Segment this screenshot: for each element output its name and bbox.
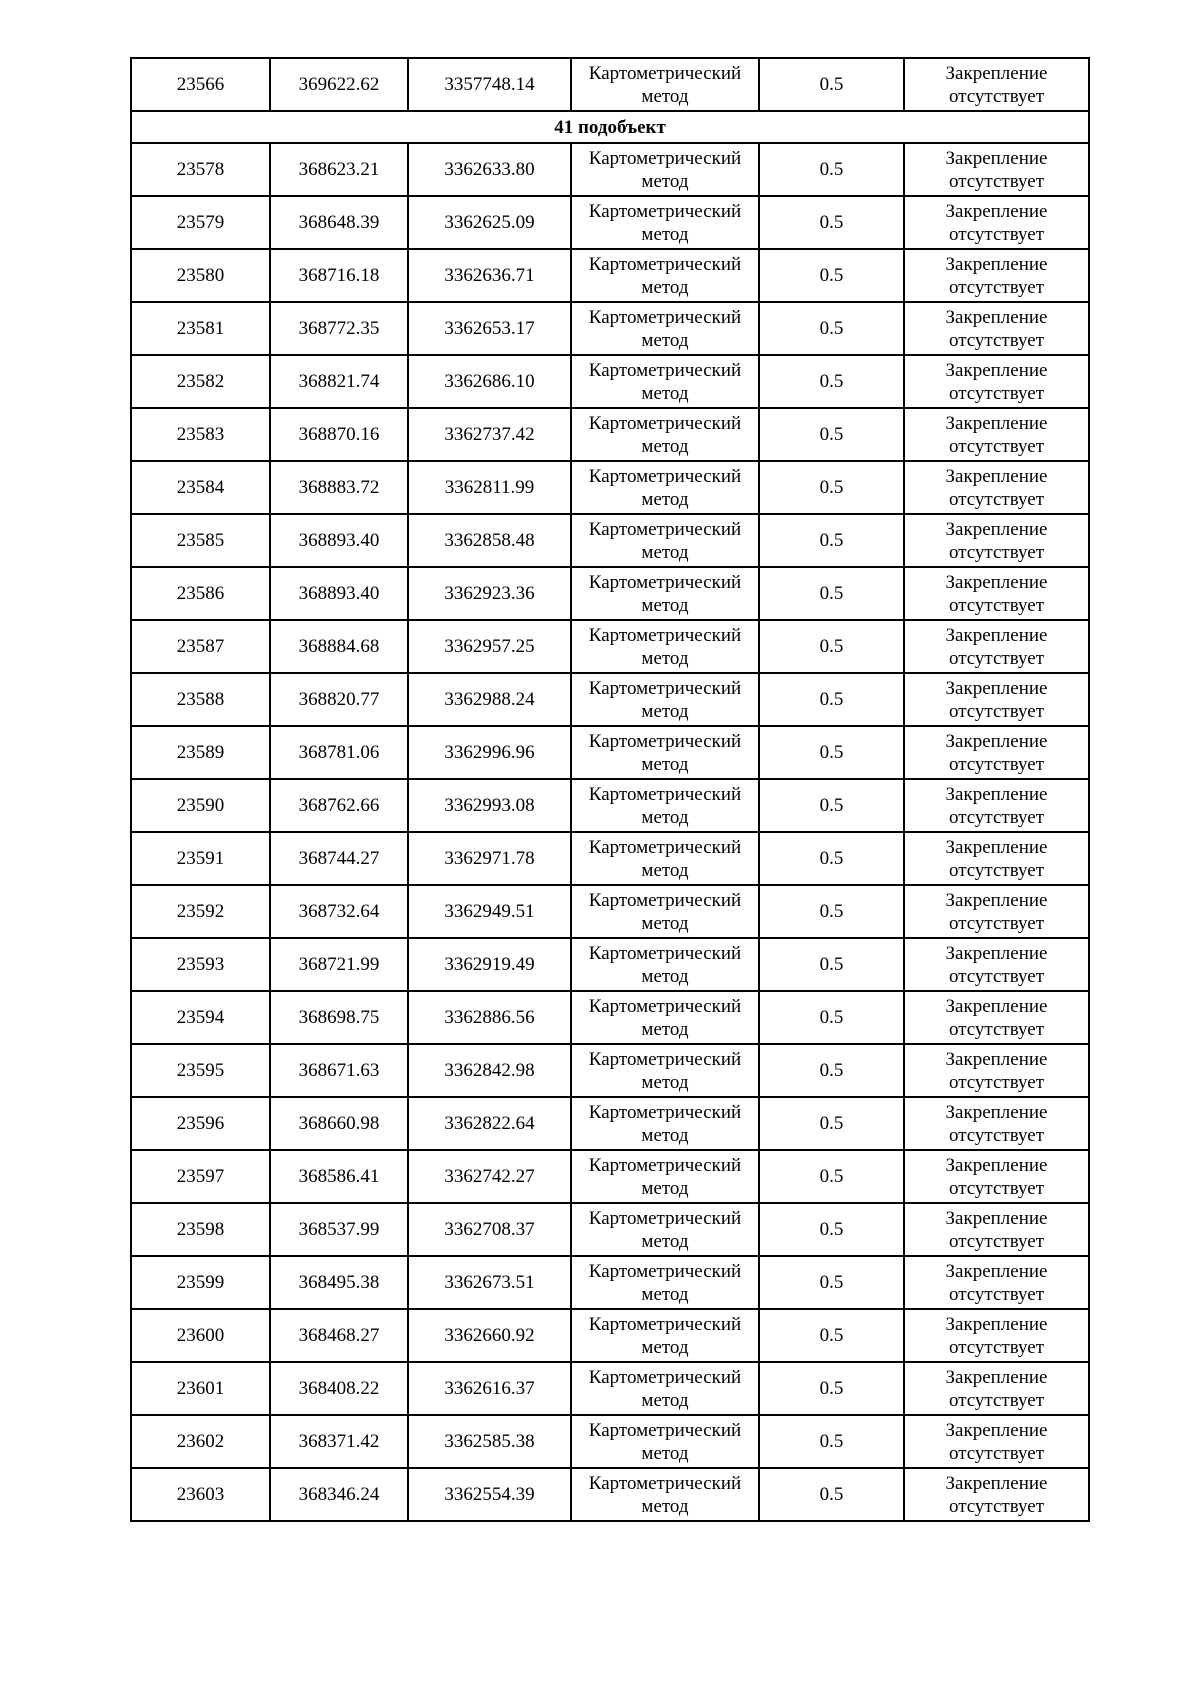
table-row (131, 1362, 1089, 1415)
x-coordinate-cell: 368586.41 (270, 1150, 408, 1203)
table-row (131, 885, 1089, 938)
y-coordinate-cell: 3357748.14 (408, 58, 571, 111)
accuracy-cell: 0.5 (759, 938, 904, 991)
point-id-cell: 23602 (131, 1415, 270, 1468)
accuracy-cell: 0.5 (759, 726, 904, 779)
y-coordinate-cell: 3362616.37 (408, 1362, 571, 1415)
method-cell: Картометрический метод (571, 1256, 759, 1309)
point-id-cell: 23591 (131, 832, 270, 885)
fixing-cell: Закрепление отсутствует (904, 249, 1089, 302)
fixing-cell: Закрепление отсутствует (904, 885, 1089, 938)
method-cell: Картометрический метод (571, 302, 759, 355)
method-cell: Картометрический метод (571, 249, 759, 302)
method-cell: Картометрический метод (571, 514, 759, 567)
y-coordinate-cell: 3362842.98 (408, 1044, 571, 1097)
fixing-cell: Закрепление отсутствует (904, 991, 1089, 1044)
x-coordinate-cell: 368468.27 (270, 1309, 408, 1362)
fixing-cell: Закрепление отсутствует (904, 938, 1089, 991)
y-coordinate-cell: 3362633.80 (408, 143, 571, 196)
table-row (131, 196, 1089, 249)
table-row (131, 938, 1089, 991)
fixing-cell: Закрепление отсутствует (904, 514, 1089, 567)
method-cell: Картометрический метод (571, 1362, 759, 1415)
method-cell: Картометрический метод (571, 1415, 759, 1468)
section-header-row (131, 111, 1089, 143)
method-cell: Картометрический метод (571, 779, 759, 832)
x-coordinate-cell: 368671.63 (270, 1044, 408, 1097)
point-id-cell: 23596 (131, 1097, 270, 1150)
method-cell: Картометрический метод (571, 58, 759, 111)
method-cell: Картометрический метод (571, 1309, 759, 1362)
table-row (131, 143, 1089, 196)
fixing-cell: Закрепление отсутствует (904, 673, 1089, 726)
y-coordinate-cell: 3362822.64 (408, 1097, 571, 1150)
y-coordinate-cell: 3362993.08 (408, 779, 571, 832)
table-row (131, 1256, 1089, 1309)
method-cell: Картометрический метод (571, 1203, 759, 1256)
x-coordinate-cell: 368781.06 (270, 726, 408, 779)
x-coordinate-cell: 369622.62 (270, 58, 408, 111)
accuracy-cell: 0.5 (759, 196, 904, 249)
table-row (131, 461, 1089, 514)
table-row (131, 620, 1089, 673)
table-row (131, 779, 1089, 832)
point-id-cell: 23599 (131, 1256, 270, 1309)
x-coordinate-cell: 368660.98 (270, 1097, 408, 1150)
fixing-cell: Закрепление отсутствует (904, 567, 1089, 620)
point-id-cell: 23586 (131, 567, 270, 620)
accuracy-cell: 0.5 (759, 1415, 904, 1468)
accuracy-cell: 0.5 (759, 355, 904, 408)
x-coordinate-cell: 368648.39 (270, 196, 408, 249)
accuracy-cell: 0.5 (759, 1097, 904, 1150)
fixing-cell: Закрепление отсутствует (904, 143, 1089, 196)
table-row (131, 1468, 1089, 1521)
table-row (131, 567, 1089, 620)
point-id-cell: 23566 (131, 58, 270, 111)
x-coordinate-cell: 368623.21 (270, 143, 408, 196)
coordinates-table-body (131, 58, 1089, 1521)
y-coordinate-cell: 3362585.38 (408, 1415, 571, 1468)
x-coordinate-cell: 368893.40 (270, 514, 408, 567)
y-coordinate-cell: 3362988.24 (408, 673, 571, 726)
x-coordinate-cell: 368893.40 (270, 567, 408, 620)
y-coordinate-cell: 3362971.78 (408, 832, 571, 885)
fixing-cell: Закрепление отсутствует (904, 1362, 1089, 1415)
fixing-cell: Закрепление отсутствует (904, 1468, 1089, 1521)
method-cell: Картометрический метод (571, 408, 759, 461)
x-coordinate-cell: 368408.22 (270, 1362, 408, 1415)
fixing-cell: Закрепление отсутствует (904, 355, 1089, 408)
point-id-cell: 23589 (131, 726, 270, 779)
x-coordinate-cell: 368698.75 (270, 991, 408, 1044)
y-coordinate-cell: 3362708.37 (408, 1203, 571, 1256)
point-id-cell: 23598 (131, 1203, 270, 1256)
accuracy-cell: 0.5 (759, 885, 904, 938)
y-coordinate-cell: 3362919.49 (408, 938, 571, 991)
point-id-cell: 23584 (131, 461, 270, 514)
y-coordinate-cell: 3362686.10 (408, 355, 571, 408)
section-label: 41 подобъект (131, 111, 1089, 143)
method-cell: Картометрический метод (571, 673, 759, 726)
y-coordinate-cell: 3362949.51 (408, 885, 571, 938)
x-coordinate-cell: 368732.64 (270, 885, 408, 938)
y-coordinate-cell: 3362811.99 (408, 461, 571, 514)
accuracy-cell: 0.5 (759, 991, 904, 1044)
accuracy-cell: 0.5 (759, 1044, 904, 1097)
x-coordinate-cell: 368884.68 (270, 620, 408, 673)
point-id-cell: 23588 (131, 673, 270, 726)
y-coordinate-cell: 3362636.71 (408, 249, 571, 302)
y-coordinate-cell: 3362673.51 (408, 1256, 571, 1309)
fixing-cell: Закрепление отсутствует (904, 1256, 1089, 1309)
y-coordinate-cell: 3362923.36 (408, 567, 571, 620)
point-id-cell: 23597 (131, 1150, 270, 1203)
table-row (131, 1415, 1089, 1468)
point-id-cell: 23600 (131, 1309, 270, 1362)
table-row (131, 355, 1089, 408)
y-coordinate-cell: 3362737.42 (408, 408, 571, 461)
table-row (131, 1203, 1089, 1256)
table-row (131, 726, 1089, 779)
fixing-cell: Закрепление отсутствует (904, 1203, 1089, 1256)
x-coordinate-cell: 368870.16 (270, 408, 408, 461)
x-coordinate-cell: 368346.24 (270, 1468, 408, 1521)
method-cell: Картометрический метод (571, 991, 759, 1044)
accuracy-cell: 0.5 (759, 620, 904, 673)
table-row (131, 832, 1089, 885)
y-coordinate-cell: 3362653.17 (408, 302, 571, 355)
method-cell: Картометрический метод (571, 196, 759, 249)
table-row (131, 249, 1089, 302)
accuracy-cell: 0.5 (759, 58, 904, 111)
fixing-cell: Закрепление отсутствует (904, 1097, 1089, 1150)
y-coordinate-cell: 3362625.09 (408, 196, 571, 249)
x-coordinate-cell: 368495.38 (270, 1256, 408, 1309)
y-coordinate-cell: 3362957.25 (408, 620, 571, 673)
method-cell: Картометрический метод (571, 1468, 759, 1521)
point-id-cell: 23603 (131, 1468, 270, 1521)
point-id-cell: 23579 (131, 196, 270, 249)
table-row (131, 673, 1089, 726)
x-coordinate-cell: 368744.27 (270, 832, 408, 885)
y-coordinate-cell: 3362554.39 (408, 1468, 571, 1521)
point-id-cell: 23595 (131, 1044, 270, 1097)
accuracy-cell: 0.5 (759, 1256, 904, 1309)
accuracy-cell: 0.5 (759, 779, 904, 832)
accuracy-cell: 0.5 (759, 249, 904, 302)
point-id-cell: 23580 (131, 249, 270, 302)
fixing-cell: Закрепление отсутствует (904, 726, 1089, 779)
method-cell: Картометрический метод (571, 567, 759, 620)
method-cell: Картометрический метод (571, 1150, 759, 1203)
fixing-cell: Закрепление отсутствует (904, 1150, 1089, 1203)
table-row (131, 58, 1089, 111)
x-coordinate-cell: 368721.99 (270, 938, 408, 991)
x-coordinate-cell: 368762.66 (270, 779, 408, 832)
table-row (131, 514, 1089, 567)
table-row (131, 1097, 1089, 1150)
table-row (131, 1309, 1089, 1362)
point-id-cell: 23585 (131, 514, 270, 567)
x-coordinate-cell: 368821.74 (270, 355, 408, 408)
table-row (131, 408, 1089, 461)
point-id-cell: 23590 (131, 779, 270, 832)
method-cell: Картометрический метод (571, 1044, 759, 1097)
point-id-cell: 23594 (131, 991, 270, 1044)
x-coordinate-cell: 368772.35 (270, 302, 408, 355)
method-cell: Картометрический метод (571, 938, 759, 991)
coordinates-table (130, 57, 1090, 1522)
table-row (131, 302, 1089, 355)
accuracy-cell: 0.5 (759, 1468, 904, 1521)
point-id-cell: 23583 (131, 408, 270, 461)
fixing-cell: Закрепление отсутствует (904, 779, 1089, 832)
fixing-cell: Закрепление отсутствует (904, 58, 1089, 111)
accuracy-cell: 0.5 (759, 514, 904, 567)
x-coordinate-cell: 368537.99 (270, 1203, 408, 1256)
fixing-cell: Закрепление отсутствует (904, 461, 1089, 514)
table-row (131, 1150, 1089, 1203)
method-cell: Картометрический метод (571, 143, 759, 196)
method-cell: Картометрический метод (571, 832, 759, 885)
y-coordinate-cell: 3362858.48 (408, 514, 571, 567)
method-cell: Картометрический метод (571, 1097, 759, 1150)
accuracy-cell: 0.5 (759, 1203, 904, 1256)
method-cell: Картометрический метод (571, 885, 759, 938)
fixing-cell: Закрепление отсутствует (904, 1415, 1089, 1468)
fixing-cell: Закрепление отсутствует (904, 196, 1089, 249)
x-coordinate-cell: 368716.18 (270, 249, 408, 302)
y-coordinate-cell: 3362660.92 (408, 1309, 571, 1362)
table-row (131, 991, 1089, 1044)
fixing-cell: Закрепление отсутствует (904, 1044, 1089, 1097)
x-coordinate-cell: 368820.77 (270, 673, 408, 726)
accuracy-cell: 0.5 (759, 832, 904, 885)
x-coordinate-cell: 368371.42 (270, 1415, 408, 1468)
accuracy-cell: 0.5 (759, 673, 904, 726)
y-coordinate-cell: 3362886.56 (408, 991, 571, 1044)
fixing-cell: Закрепление отсутствует (904, 408, 1089, 461)
method-cell: Картометрический метод (571, 726, 759, 779)
table-row (131, 1044, 1089, 1097)
point-id-cell: 23593 (131, 938, 270, 991)
method-cell: Картометрический метод (571, 461, 759, 514)
accuracy-cell: 0.5 (759, 1309, 904, 1362)
accuracy-cell: 0.5 (759, 408, 904, 461)
accuracy-cell: 0.5 (759, 461, 904, 514)
point-id-cell: 23601 (131, 1362, 270, 1415)
x-coordinate-cell: 368883.72 (270, 461, 408, 514)
fixing-cell: Закрепление отсутствует (904, 302, 1089, 355)
fixing-cell: Закрепление отсутствует (904, 1309, 1089, 1362)
y-coordinate-cell: 3362996.96 (408, 726, 571, 779)
fixing-cell: Закрепление отсутствует (904, 620, 1089, 673)
accuracy-cell: 0.5 (759, 143, 904, 196)
point-id-cell: 23587 (131, 620, 270, 673)
accuracy-cell: 0.5 (759, 1362, 904, 1415)
point-id-cell: 23581 (131, 302, 270, 355)
accuracy-cell: 0.5 (759, 567, 904, 620)
point-id-cell: 23592 (131, 885, 270, 938)
method-cell: Картометрический метод (571, 355, 759, 408)
point-id-cell: 23582 (131, 355, 270, 408)
accuracy-cell: 0.5 (759, 302, 904, 355)
point-id-cell: 23578 (131, 143, 270, 196)
accuracy-cell: 0.5 (759, 1150, 904, 1203)
y-coordinate-cell: 3362742.27 (408, 1150, 571, 1203)
method-cell: Картометрический метод (571, 620, 759, 673)
fixing-cell: Закрепление отсутствует (904, 832, 1089, 885)
